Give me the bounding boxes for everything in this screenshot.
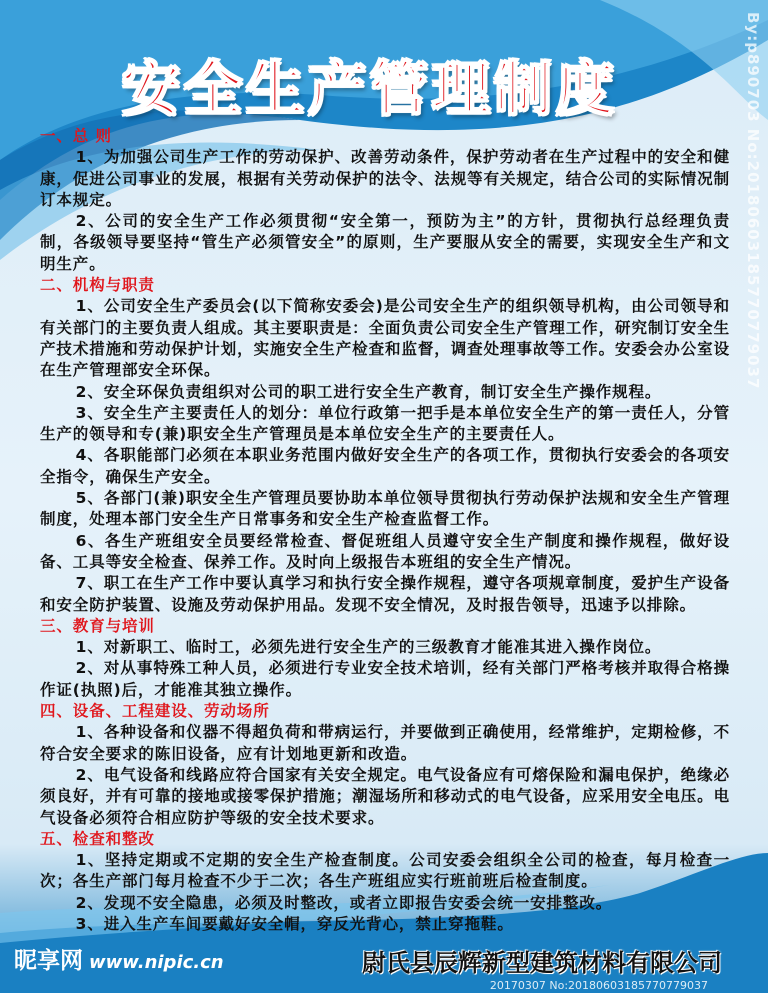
section-paragraph: 2、公司的安全生产工作必须贯彻“安全第一，预防为主”的方针，贯彻执行总经理负责制，各级领导要坚持“管生产必须管安全”的原则，生产要服从安全的需要，实现安全生产和文明生产。 [40,212,730,273]
section-paragraph: 2、电气设备和线路应符合国家有关安全规定。电气设备应有可熔保险和漏电保护，绝缘必须良好，并有可靠的接地或接零保护措施；潮湿场所和移动式的电气设备，应采用安全电压。电气设备必须符合相应防护等级的安全技术要求。 [40,765,730,827]
watermark: By:p890703 No:20180603185770779037 [744,12,762,390]
section-heading: 二、机构与职责 [40,276,155,295]
site-logo [14,947,224,977]
section-paragraph: 1、对新职工、临时工，必须先进行安全生产的三级教育才能准其进入操作岗位。 [75,638,662,657]
section-paragraph: 2、对从事特殊工种人员，必须进行专业安全技术培训，经有关部门严格考核并取得合格操作证(执照)后，才能准其独立操作。 [40,659,730,699]
section-heading: 五、检查和整改 [40,829,155,848]
section-paragraph: 7、职工在生产工作中要认真学习和执行安全操作规程，遵守各项规章制度，爱护生产设备和安全防护装置、设施及劳动保护用品。发现不安全情况，及时报告领导，迅速予以排除。 [40,574,730,614]
section-paragraph: 1、为加强公司生产工作的劳动保护、改善劳动条件，保护劳动者在生产过程中的安全和健康，促进公司事业的发展，根据有关劳动保护的法令、法规等有关规定，结合公司的实际情况制订本规定。 [40,148,730,209]
section-paragraph: 1、坚持定期或不定期的安全生产检查制度。公司安委会组织全公司的检查，每月检查一次；各生产部门每月检查不少于二次；各生产班组应实行班前班后检查制度。 [40,851,730,891]
section-paragraph: 1、公司安全生产委员会(以下简称安委会)是公司安全生产的组织领导机构，由公司领导和有关部门的主要负责人组成。其主要职责是：全面负责公司安全生产管理工作，研究制订安全生产技术措施和劳动保护计划，实施安全生产检查和监督，调查处理事故等工作。安委会办公室设在生产管理部安全环保。 [40,297,730,380]
site-url: www.nipic.cn [89,952,224,973]
company-name: 尉氏县辰辉新型建筑材料有限公司 [362,949,722,977]
section-paragraph: 3、进入生产车间要戴好安全帽，穿反光背心，禁止穿拖鞋。 [75,914,514,933]
page-title: 安全生产管理制度 [121,55,618,123]
section-paragraph: 6、各生产班组安全员要经常检查、督促班组人员遵守安全生产制度和操作规程，做好设备、工具等安全检查、保养工作。及时向上级报告本班组的安全生产情况。 [40,531,730,571]
section-heading: 三、教育与培训 [40,616,155,635]
section-paragraph: 1、各种设备和仪器不得超负荷和带病运行，并要做到正确使用，经常维护，定期检修，不符合安全要求的陈旧设备，应有计划地更新和改造。 [40,723,730,763]
site-name: 昵享网 [14,948,83,974]
section-paragraph: 2、发现不安全隐患，必须及时整改，或者立即报告安委会统一安排整改。 [75,893,613,912]
watermark-small: 20170307 No:20180603185770779037 [489,979,708,992]
section-heading: 一、总 则 [40,127,112,145]
section-paragraph: 4、各职能部门必须在本职业务范围内做好安全生产的各项工作，贯彻执行安委会的各项安全指令，确保生产安全。 [40,446,730,486]
section-paragraph: 3、安全生产主要责任人的划分：单位行政第一把手是本单位安全生产的第一责任人，分管生产的领导和专(兼)职安全生产管理员是本单位安全生产的主要责任人。 [40,403,730,444]
regulation-body [40,126,730,935]
section-heading: 四、设备、工程建设、劳动场所 [40,702,270,721]
section-paragraph: 2、安全环保负责组织对公司的职工进行安全生产教育，制订安全生产操作规程。 [75,382,662,401]
section-paragraph: 5、各部门(兼)职安全生产管理员要协助本单位领导贯彻执行劳动保护法规和安全生产管理制度，处理本部门安全生产日常事务和安全生产检查监督工作。 [40,489,730,529]
